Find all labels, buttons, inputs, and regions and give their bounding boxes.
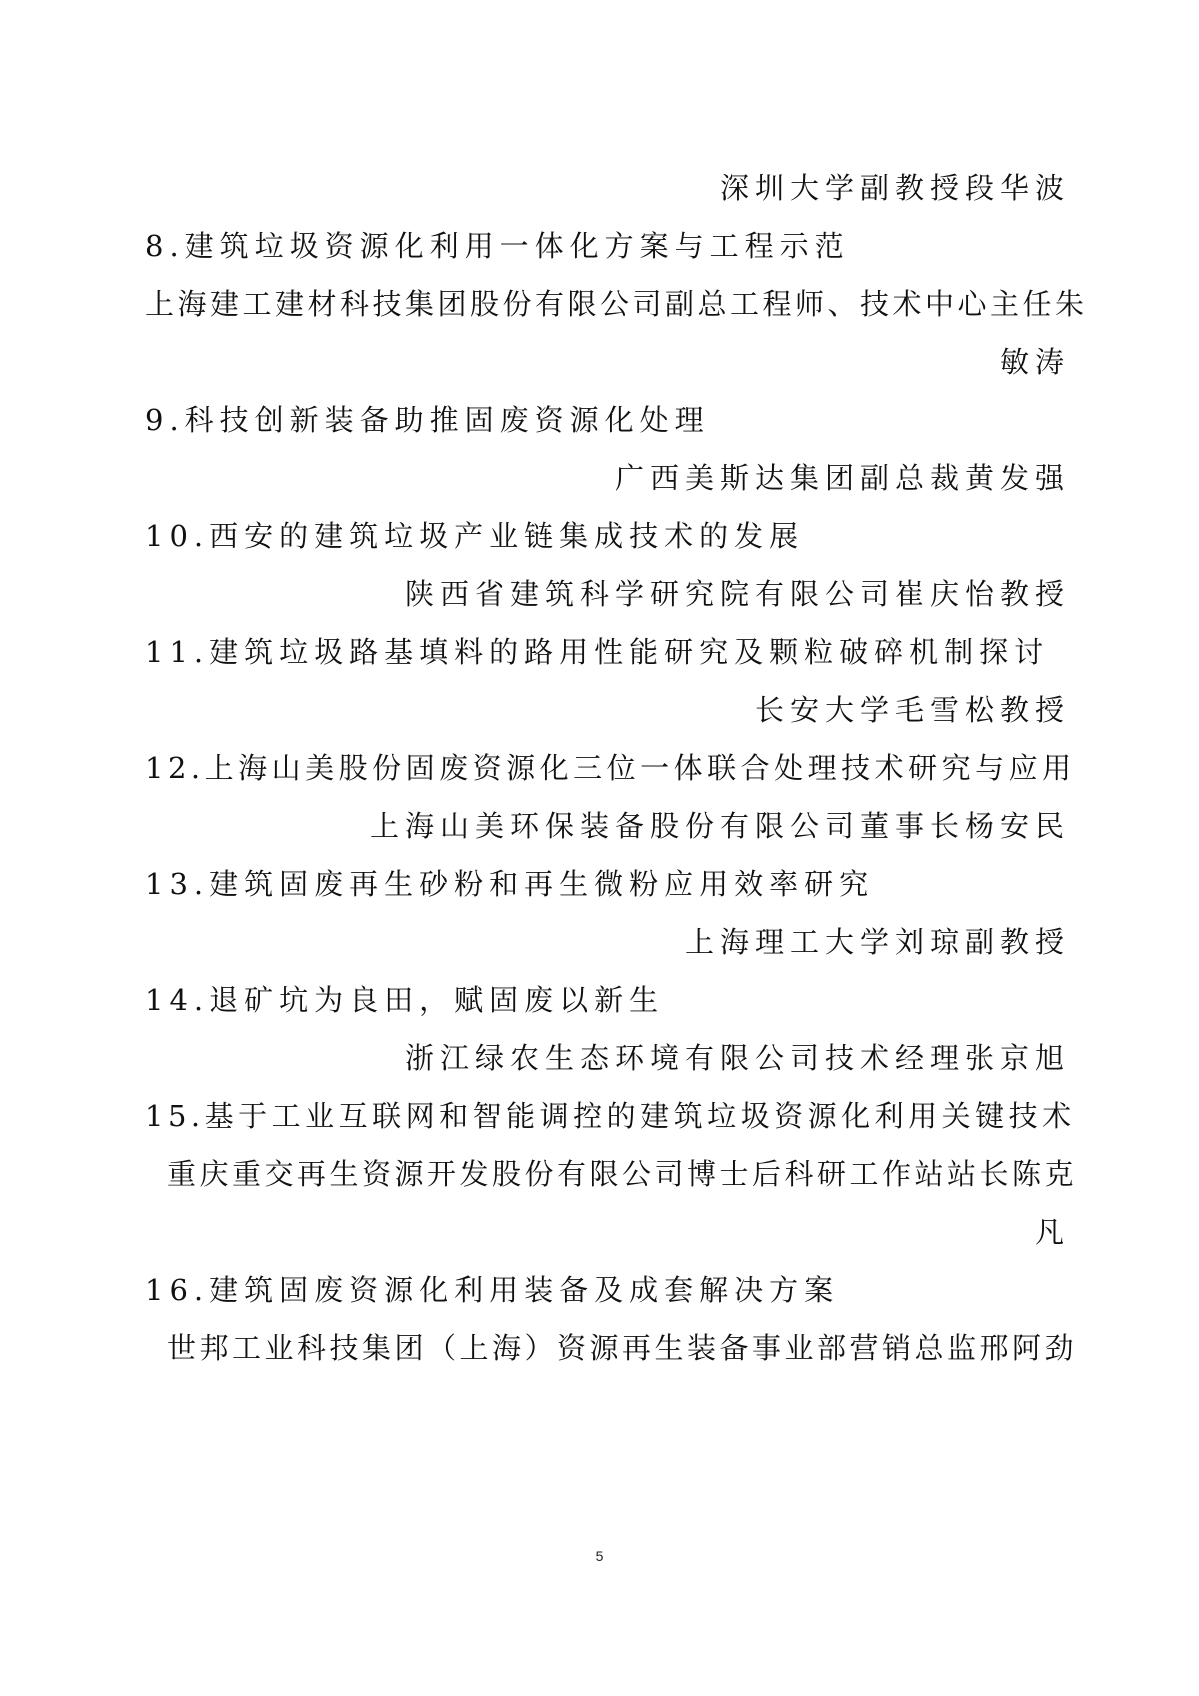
topic-15-title: 15.基于工业互联网和智能调控的建筑垃圾资源化利用关键技术 — [145, 1099, 1076, 1133]
speaker-14: 浙江绿农生态环境有限公司技术经理张京旭 — [404, 1041, 1070, 1075]
topic-13-title: 13.建筑固废再生砂粉和再生微粉应用效率研究 — [145, 867, 875, 901]
topic-12-title: 12.上海山美股份固废资源化三位一体联合处理技术研究与应用 — [145, 751, 1076, 785]
page-number: 5 — [595, 1548, 604, 1564]
speaker-7: 深圳大学副教授段华波 — [719, 171, 1070, 205]
speaker-8-line2: 敏涛 — [999, 345, 1070, 379]
speaker-8-line1: 上海建工建材科技集团股份有限公司副总工程师、技术中心主任朱 — [145, 287, 1088, 321]
topic-16-title: 16.建筑固废资源化利用装备及成套解决方案 — [145, 1273, 840, 1307]
topic-14-title: 14.退矿坑为良田，赋固废以新生 — [145, 983, 665, 1017]
speaker-13: 上海理工大学刘琼副教授 — [684, 925, 1070, 959]
speaker-9: 广西美斯达集团副总裁黄发强 — [614, 461, 1070, 495]
topic-11-title: 11.建筑垃圾路基填料的路用性能研究及颗粒破碎机制探讨 — [145, 635, 1050, 669]
speaker-15-line1: 重庆重交再生资源开发股份有限公司博士后科研工作站站长陈克 — [167, 1157, 1078, 1191]
speaker-16: 世邦工业科技集团（上海）资源再生装备事业部营销总监邢阿劲 — [167, 1331, 1078, 1365]
speaker-11: 长安大学毛雪松教授 — [754, 693, 1070, 727]
topic-9-title: 9.科技创新装备助推固废资源化处理 — [145, 403, 710, 437]
speaker-10: 陕西省建筑科学研究院有限公司崔庆怡教授 — [404, 577, 1070, 611]
speaker-15-line2: 凡 — [1034, 1215, 1070, 1249]
speaker-12: 上海山美环保装备股份有限公司董事长杨安民 — [369, 809, 1070, 843]
topic-10-title: 10.西安的建筑垃圾产业链集成技术的发展 — [145, 519, 805, 553]
topic-8-title: 8.建筑垃圾资源化利用一体化方案与工程示范 — [145, 229, 850, 263]
